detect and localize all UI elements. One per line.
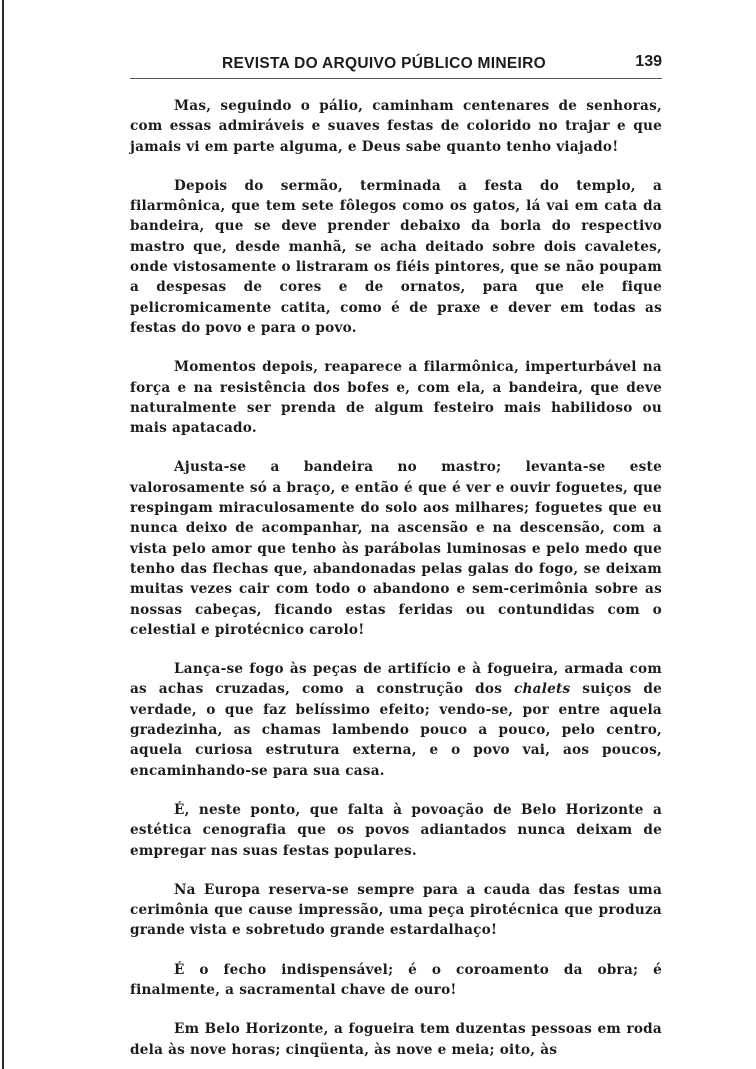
paragraph-5-italic: chalets: [513, 681, 571, 698]
body-text: [130, 96, 662, 1060]
paragraph-3: Momentos depois, reaparece a filarmônica, imperturbável na força e na resistência dos bofes e, com ela, a bandeira, que deve naturalmente ser prenda de algum festeiro mais habilidoso ou mais apatacado.: [130, 359, 662, 437]
paragraph-5: [130, 659, 662, 781]
paragraph-5-part-1: Lança-se fogo às peças de artifício e à fogueira, armada com as achas cruzadas, como a construção dos: [130, 661, 662, 698]
paragraph-1: Mas, seguindo o pálio, caminham centenares de senhoras, com essas admiráveis e suaves festas de colorido no trajar e que jamais vi em parte alguma, e Deus sabe quanto tenho viajado!: [130, 98, 662, 155]
paragraph-2: Depois do sermão, terminada a festa do templo, a filarmônica, que tem sete fôlegos como os gatos, lá vai em cata da bandeira, que se deve prender debaixo da borla do respectivo mastro que, desde manhã, se acha deitado sobre dois cavaletes, onde vistosamente o listraram os fiéis pintores, que se não poupam a despesas de cores e de ornatos, para que ele fique pelicromicamente catita, como é de praxe e dever em todas as festas do povo e para o povo.: [130, 177, 662, 336]
paragraph-6: É, neste ponto, que falta à povoação de Belo Horizonte a estética cenografia que os povos adiantados nunca deixam de empregar nas suas festas populares.: [130, 801, 662, 859]
paragraph-8: É o fecho indispensável; é o coroamento da obra; é finalmente, a sacramental chave de ouro!: [130, 961, 662, 998]
page-number: 139: [635, 53, 662, 70]
paragraph-9: Em Belo Horizonte, a fogueira tem duzentas pessoas em roda dela às nove horas; cinqüenta, às nove e meia; oito, às: [130, 1021, 662, 1058]
running-title: REVISTA DO ARQUIVO PÚBLICO MINEIRO: [222, 55, 546, 72]
paragraph-4: Ajusta-se a bandeira no mastro; levanta-se este valorosamente só a braço, e então é que é ver e ouvir foguetes, que respingam miraculosamente do solo aos milhares; foguetes que eu nunca deixo de acompanhar, na ascensão e na descensão, com a vista pelo amor que tenho às parábolas luminosas e pelo medo que tenho das flechas que, abandonadas pelas galas do fogo, se deixam muitas vezes cair com todo o abandono e sem-cerimônia sobre as nossas cabeças, ficando estas feridas ou contundidas com o celestial e pirotécnico carolo!: [130, 459, 662, 638]
header-rule: [130, 78, 662, 79]
paragraph-7: Na Europa reserva-se sempre para a cauda das festas uma cerimônia que cause impressão, uma peça pirotécnica que produza grande vista e sobretudo grande estardalhaço!: [130, 881, 662, 939]
page-header: [130, 52, 662, 76]
scan-edge-line: [2, 0, 4, 1069]
paragraph-5-part-2: suiços de verdade, o que faz belíssimo efeito; vendo-se, por entre aquela gradezinha, as chamas lambendo pouco a pouco, pelo centro, aquela curiosa estrutura externa, e o povo vai, aos poucos, encaminhando-se para sua casa.: [130, 681, 662, 779]
